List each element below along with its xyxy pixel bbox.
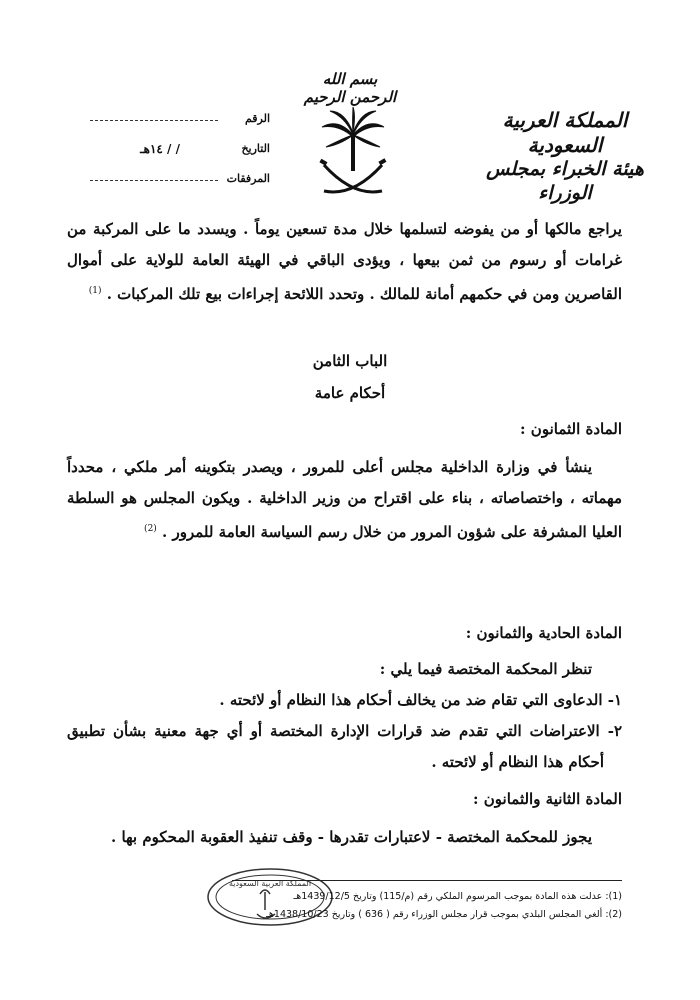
paragraph-continuation xyxy=(67,214,622,310)
date-row xyxy=(80,142,270,172)
footnote-2: (2): ألغي المجلس البلدي بموجب قرار مجلس الوزراء رقم ( 636 ) وتاريخ 1438/10/23هـ xyxy=(266,909,622,920)
article-81-item-1: ١- الدعاوى التي تقام ضد من يخالف أحكام هذا النظام أو لائحته . xyxy=(219,691,622,709)
article-80-body xyxy=(67,452,622,548)
attachments-row xyxy=(80,172,270,202)
reference-block xyxy=(80,112,270,202)
org-line-1: المملكة العربية السعودية xyxy=(502,108,628,157)
article-80-title: المادة الثمانون : xyxy=(520,420,622,438)
reference-row xyxy=(80,112,270,142)
article-81-item-2: ٢- الاعتراضات التي تقدم ضد قرارات الإدارة المختصة أو أي جهة معنية بشأن تطبيق أحكام هذا النظام أو لائحته . xyxy=(67,722,622,771)
article-82-text: يجوز للمحكمة المختصة - لاعتبارات تقدرها - وقف تنفيذ العقوبة المحكوم بها . xyxy=(111,828,592,846)
footnotes xyxy=(202,888,622,924)
chapter-subtitle: أحكام عامة xyxy=(314,384,386,402)
attachments-label: المرفقات xyxy=(226,172,270,185)
date-value: / / ١٤هـ xyxy=(140,142,180,156)
footnote-ref-2: (2) xyxy=(144,524,157,534)
footnote-1: (1): عدلت هذه المادة بموجب المرسوم الملكي رقم (م/115) وتاريخ 1439/12/5هـ xyxy=(293,891,622,902)
article-81-title: المادة الحادية والثمانون : xyxy=(465,624,622,642)
article-81-list xyxy=(67,654,622,778)
organization-name xyxy=(465,108,665,206)
article-81-intro: تنظر المحكمة المختصة فيما يلي : xyxy=(379,660,592,678)
palm-swords-emblem-icon xyxy=(318,105,388,200)
stamp-text: المملكة العربية السعودية xyxy=(228,879,312,888)
reference-blank xyxy=(90,120,218,121)
footnote-divider xyxy=(232,880,622,881)
attachments-blank xyxy=(90,180,218,181)
date-label: التاريخ xyxy=(241,142,270,155)
article-82-title: المادة الثانية والثمانون : xyxy=(473,790,622,808)
reference-label: الرقم xyxy=(244,112,270,125)
paragraph-text: يراجع مالكها أو من يفوضه لتسلمها خلال مدة تسعين يوماً . ويسدد ما على المركبة من غرامات أو رسوم من ثمن بيعها ، ويؤدى الباقي في الهيئة العامة للولاية على أموال القاصرين ومن في حكمهم أمانة للمالك . وتحدد اللائحة إجراءات بيع تلك المركبات . xyxy=(67,220,622,303)
footnote-ref-1: (1) xyxy=(88,286,102,296)
article-80-text: ينشأ في وزارة الداخلية مجلس أعلى للمرور ، ويصدر بتكوينه أمر ملكي ، محدداً مهماته ، واختصاصاته ، بناء على اقتراح من وزير الداخلية . ويكون المجلس هو السلطة العليا المشرفة على شؤون المرور من خلال رسم السياسة العامة للمرور . xyxy=(67,458,622,541)
org-line-2: هيئة الخبراء بمجلس الوزراء xyxy=(486,158,644,204)
basmala: بسم الله الرحمن الرحيم xyxy=(303,70,397,106)
chapter-title: الباب الثامن xyxy=(312,352,388,370)
article-82-body xyxy=(67,822,622,853)
